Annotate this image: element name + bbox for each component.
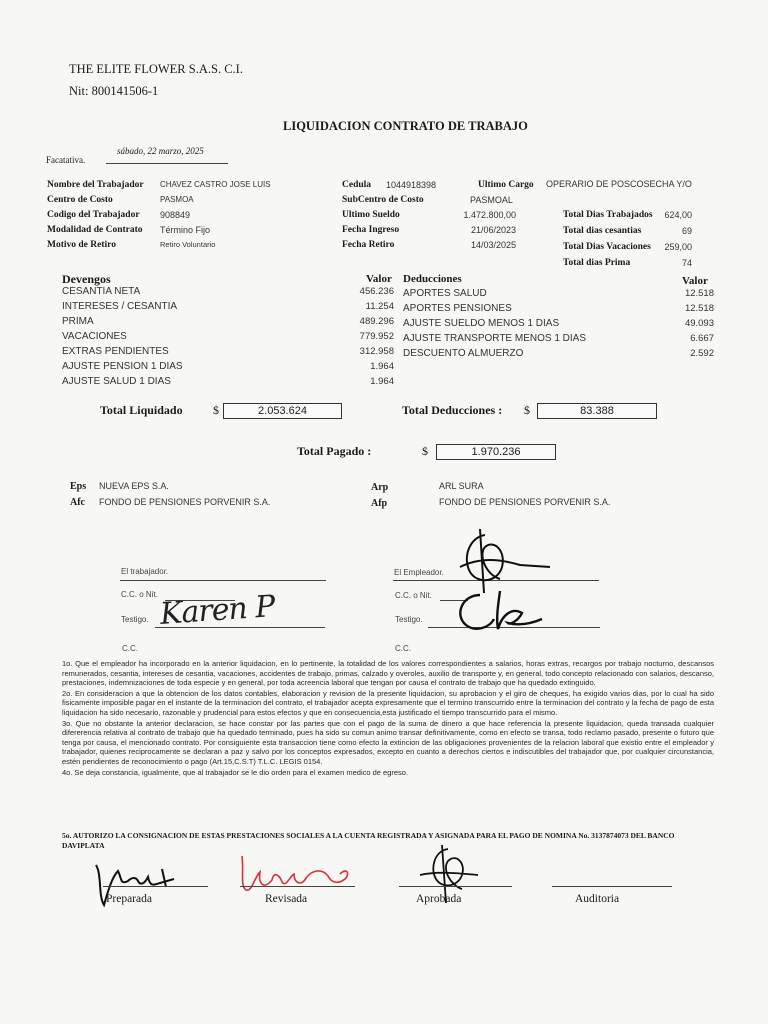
deduccion-value: 12.518 [684,303,714,314]
currency-pagado: $ [422,444,428,458]
total-pagado-value: 1.970.236 [436,444,556,460]
subcentro-label: SubCentro de Costo [342,195,424,205]
devengo-value: 1.964 [370,376,394,387]
devengo-value: 11.254 [365,301,394,312]
trabajador-cc: C.C. [122,644,138,653]
company-name: THE ELITE FLOWER S.A.S. C.I. [69,62,243,76]
sueldo-label: Ultimo Sueldo [342,210,400,220]
revisada-label: Revisada [265,893,308,905]
document-title: LIQUIDACION CONTRATO DE TRABAJO [283,119,528,133]
clause-paragraph: 2o. En consideracion a que la obtencion de los datos contables, elaboracion y revision de la presente liquidacion, su aprobacion y el giro de cheques, ha exigido varios dias, por lo cual ha sido fisicamente imposible pagar en el instante de la terminacion del contrato, el trabajador acepta expresamente que el termino transcurrido entre la terminacion del contrato y la fecha de pago de esta liquidacion ha sido necesario, razonable y prudencial para estos efectos y que en consecuencia,esta justificado el tiempo transcurrido para el mismo. [62,688,714,717]
eps-label: Eps [70,481,87,492]
dias-vacaciones-label: Total Dias Vacaciones [563,242,651,252]
deducciones-title: Deducciones [403,273,462,285]
deducciones-valor-header: Valor [682,275,708,287]
modalidad-label: Modalidad de Contrato [47,225,143,235]
retiro-value: 14/03/2025 [470,240,516,250]
company-nit: Nit: 800141506-1 [69,84,159,98]
nombre-value: CHAVEZ CASTRO JOSE LUIS [160,180,271,189]
devengo-value: 779.952 [359,331,394,342]
autorizo-text: 5o. AUTORIZO LA CONSIGNACION DE ESTAS PRESTACIONES SOCIALES A LA CUENTA REGISTRADA Y ASIGNADA PARA EL PAGO DE NOMINA No. 3137874073 DEL BANCO DAVIPLATA [62,831,675,850]
dias-trabajados-value: 624,00 [664,210,692,220]
empleador-testigo: Testigo. [395,615,423,624]
deduccion-label: AJUSTE TRANSPORTE MENOS 1 DIAS [403,333,587,344]
total-pagado-label: Total Pagado : [297,444,372,458]
subcentro-value: PASMOAL [470,195,513,205]
testigo-handwritten-name: Karen P [158,589,276,632]
cargo-value: OPERARIO DE POSCOSECHA Y/O [546,179,692,189]
clauses-text [62,659,714,778]
deduccion-label: APORTES PENSIONES [403,303,512,314]
motivo-value: Retiro Voluntario [160,240,216,249]
devengos-valor-header: Valor [366,273,392,285]
deduccion-label: AJUSTE SUELDO MENOS 1 DIAS [403,318,560,329]
total-deducciones-label: Total Deducciones : [402,403,503,417]
trabajador-label: El trabajador. [121,567,169,576]
trabajador-cc-nit: C.C. o Nit. [121,590,158,599]
ingreso-label: Fecha Ingreso [342,225,400,235]
cedula-value: 1044918398 [386,180,437,190]
centro-label: Centro de Costo [47,195,113,205]
total-liquidado-label: Total Liquidado [100,403,183,417]
clause-paragraph: 1o. Que el empleador ha incorporado en la anterior liquidacion, en lo pertinente, la totalidad de los valores correspondientes a salarios, horas extras, recargos por trabajo nocturno, descansos remunerados, cesantia, intereses de cesantia, vacaciones, accidentes de trabajo, primas, calzado y overoles, auxilio de transporte y, en general, todo concepto relacionado con salarios, descanso, prestaciones, indemnizaciones de toda especie y en general, por toda acreencia laboral que tengan por causa el contrato de trabajo que ha quedado extinguido. [62,659,714,688]
deduccion-label: DESCUENTO ALMUERZO [403,348,524,359]
deduccion-value: 49.093 [684,318,714,329]
devengo-label: CESANTIA NETA [62,286,141,297]
motivo-label: Motivo de Retiro [47,240,116,250]
currency-liquidado: $ [213,403,219,417]
nombre-label: Nombre del Trabajador [47,180,144,190]
arp-label: Arp [371,482,389,493]
document-city: Facatativa. [46,155,86,165]
testigo-signature-icon [452,585,562,635]
auditoria-label: Auditoria [575,893,620,905]
currency-deducciones: $ [524,403,530,417]
codigo-label: Codigo del Trabajador [47,210,140,220]
devengo-value: 312.958 [359,346,394,357]
afc-value: FONDO DE PENSIONES PORVENIR S.A. [99,497,271,507]
devengo-value: 1.964 [370,361,394,372]
dias-prima-label: Total dias Prima [563,258,631,268]
dias-cesantias-value: 69 [681,226,692,236]
empleador-cc: C.C. [395,644,411,653]
total-liquidado-value: 2.053.624 [223,403,342,419]
devengo-label: PRIMA [62,316,94,327]
centro-value: PASMOA [160,195,194,204]
dias-trabajados-label: Total Dias Trabajados [563,210,653,220]
afp-label: Afp [371,498,388,509]
afc-label: Afc [70,497,85,508]
devengo-label: EXTRAS PENDIENTES [62,346,169,357]
dias-prima-value: 74 [681,258,692,268]
deduccion-value: 2.592 [690,348,714,359]
devengo-value: 489.296 [359,316,394,327]
eps-value: NUEVA EPS S.A. [99,481,169,491]
trabajador-testigo: Testigo. [121,615,149,624]
devengo-label: AJUSTE SALUD 1 DIAS [62,376,171,387]
devengo-label: INTERESES / CESANTIA [62,301,178,312]
clause-paragraph: 3o. Que no obstante la anterior declaracion, se hace constar por las partes que con el pago de la suma de dinero a que hace referencia la presente liquidacion, queda transada cualquier difererencia relativa al contrato de trabajo que ha quedado terminado, pues ha sido su comun animo transar definitivamente, como en efecto se transa, todo reclamo pasado, presente o futuro que tenga por causa, el mencionado contrato. Por consiguiente esta transaccion tiene como efecto la extincion de las obligaciones provenientes de la relacion laboral que existio entre el empleador y trabajador, quienes reciprocamente se declaran a paz y salvo por los conceptos expresados, excepto en cuanto a derechos ciertos e indiscutibles del trabajador que, por cualquier circunstancia, estén pendientes de reconocimiento o pago (Art.15,C.S.T) T.L.C. LEGIS 0154. [62,718,714,766]
dias-cesantias-label: Total dias cesantias [563,226,642,236]
codigo-value: 908849 [160,210,191,220]
devengos-title: Devengos [62,272,111,286]
deduccion-value: 6.667 [690,333,714,344]
afp-value: FONDO DE PENSIONES PORVENIR S.A. [439,497,611,507]
preparada-label: Preparada [106,893,152,905]
arp-value: ARL SURA [439,481,484,491]
empleador-cc-nit: C.C. o Nit. [395,591,432,600]
deduccion-value: 12.518 [684,288,714,299]
modalidad-value: Término Fijo [160,225,211,235]
sueldo-value: 1.472.800,00 [463,210,516,220]
deduccion-label: APORTES SALUD [403,288,487,299]
document-date: sábado, 22 marzo, 2025 [117,146,204,156]
clause-paragraph: 4o. Se deja constancia, igualmente, que al trabajador se le dio orden para el examen medico de egreso. [62,767,409,777]
dias-vacaciones-value: 259,00 [664,242,692,252]
total-deducciones-value: 83.388 [537,403,657,419]
devengo-value: 456.236 [359,286,394,297]
ingreso-value: 21/06/2023 [470,225,516,235]
retiro-label: Fecha Retiro [342,240,395,250]
empleador-label: El Empleador. [394,568,444,577]
cargo-label: Ultimo Cargo [478,180,534,190]
devengo-label: VACACIONES [62,331,127,342]
cedula-label: Cedula [342,180,372,190]
devengo-label: AJUSTE PENSION 1 DIAS [62,361,183,372]
aprobada-label: Aprobada [416,893,462,905]
